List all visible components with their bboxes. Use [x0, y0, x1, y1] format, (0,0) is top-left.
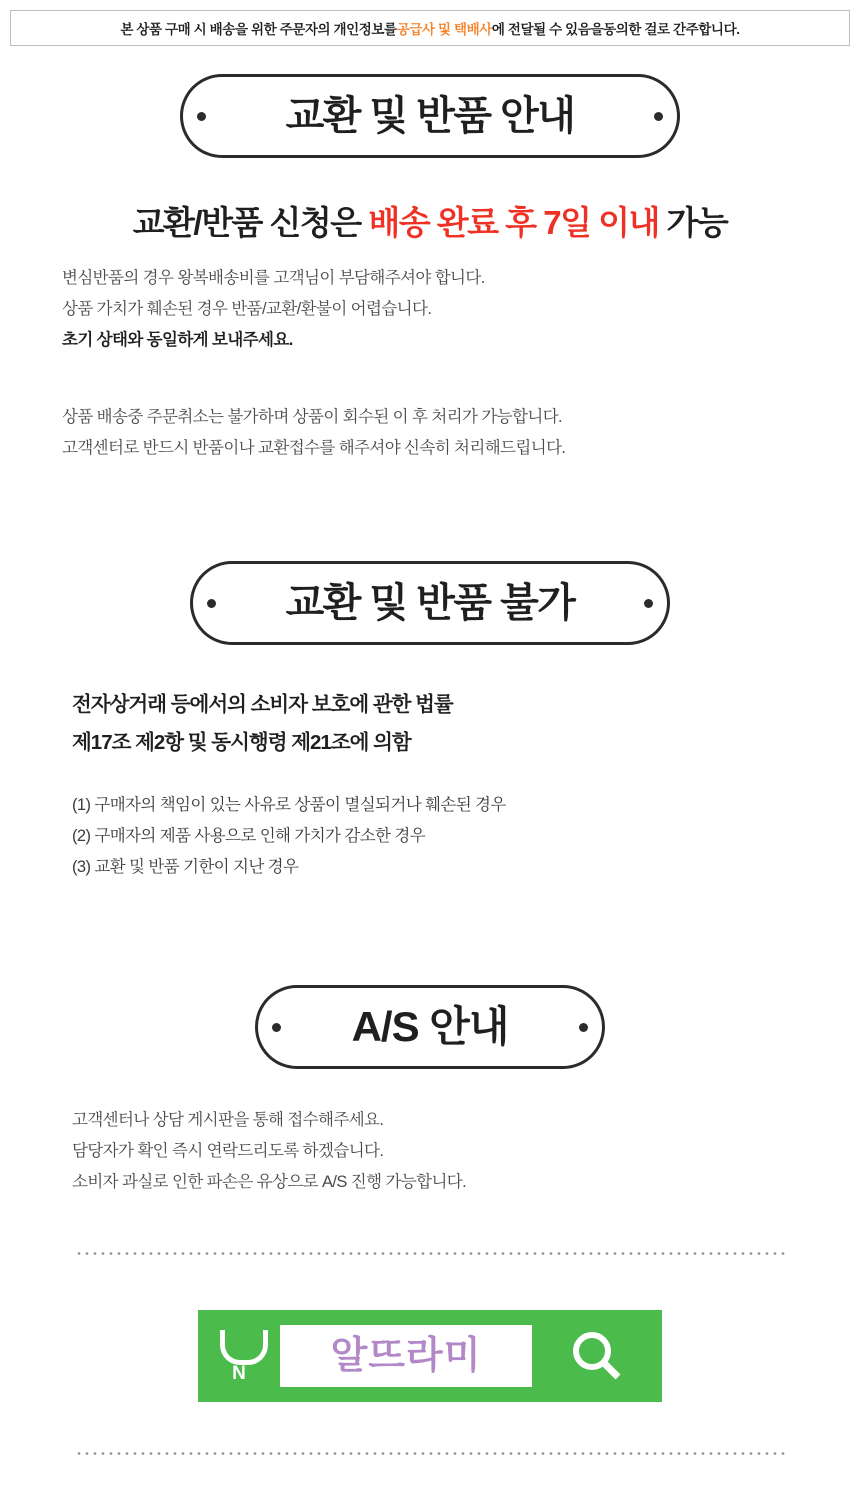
pill-dot-right-icon: [579, 1023, 588, 1032]
pill-dot-right-icon: [654, 112, 663, 121]
as-pill: [255, 985, 605, 1069]
return-policy-line: 상품 배송중 주문취소는 불가하며 상품이 회수된 이 후 처리가 가능합니다.: [62, 408, 563, 426]
return-headline-post: 가능: [658, 204, 728, 241]
as-policy-line: 고객센터나 상담 게시판을 통해 접수해주세요.: [72, 1111, 384, 1129]
privacy-notice-part2: 에 전달될 수 있음을: [491, 22, 604, 37]
as-policy-list: [72, 1105, 466, 1198]
as-section-heading: [0, 985, 860, 1069]
list-item: (3) 교환 및 반품 기한이 지난 경우: [72, 858, 299, 876]
return-headline-accent: 배송 완료 후 7일 이내: [368, 204, 659, 241]
nonexchange-section-heading: [0, 561, 860, 645]
brand-name-box: [280, 1325, 532, 1387]
as-policy-line: 담당자가 확인 즉시 연락드리도록 하겠습니다.: [72, 1142, 384, 1160]
divider-dotted-top: [75, 1252, 785, 1255]
return-policy-line: 고객센터로 반드시 반품이나 교환접수를 해주셔야 신속히 처리해드립니다.: [62, 439, 566, 457]
privacy-notice-tail: 동의한 걸로 간주합니다.: [603, 22, 740, 37]
nonexchange-conditions-list: [72, 790, 506, 883]
brand-banner: [198, 1310, 662, 1402]
nonexchange-pill: [190, 561, 670, 645]
return-headline-pre: 교환/반품 신청은: [132, 204, 369, 241]
list-item: (2) 구매자의 제품 사용으로 인해 가치가 감소한 경우: [72, 827, 426, 845]
privacy-notice-highlight: 공급사 및 택배사: [396, 22, 492, 37]
law-reference-line: 전자상거래 등에서의 소비자 보호에 관한 법률: [72, 693, 453, 716]
return-period-headline: [0, 197, 860, 244]
u-shape-icon: [220, 1330, 268, 1365]
pill-dot-left-icon: [207, 599, 216, 608]
exchange-section-heading: [0, 74, 860, 158]
return-policy-line: 변심반품의 경우 왕복배송비를 고객님이 부담해주셔야 합니다.: [62, 269, 485, 287]
return-policy-line: 상품 가치가 훼손된 경우 반품/교환/환불이 어렵습니다.: [62, 300, 432, 318]
exchange-pill-label: 교환 및 반품 안내: [285, 94, 575, 138]
return-policy-line-emphasis: 초기 상태와 동일하게 보내주세요.: [62, 331, 293, 349]
as-pill-label: A/S 안내: [351, 1003, 509, 1050]
brand-logo-icon: [198, 1310, 280, 1402]
privacy-notice-bar: [10, 10, 850, 46]
brand-name-label: 알뜨라미: [330, 1335, 482, 1377]
law-reference-block: [72, 686, 453, 762]
exchange-pill: [180, 74, 680, 158]
return-policy-list-b: [62, 402, 565, 464]
search-icon: [566, 1325, 628, 1387]
pill-dot-left-icon: [272, 1023, 281, 1032]
privacy-notice-part1: 본 상품 구매 시 배송을 위한 주문자의 개인정보를: [120, 22, 397, 37]
nonexchange-pill-label: 교환 및 반품 불가: [285, 581, 575, 625]
brand-search-button[interactable]: [532, 1325, 662, 1387]
return-policy-list-a: [62, 263, 485, 356]
divider-dotted-bottom: [75, 1452, 785, 1455]
list-item: (1) 구매자의 책임이 있는 사유로 상품이 멸실되거나 훼손된 경우: [72, 796, 506, 814]
pill-dot-left-icon: [197, 112, 206, 121]
law-reference-line: 제17조 제2항 및 동시행령 제21조에 의함: [72, 731, 411, 754]
brand-mark-letter: N: [232, 1363, 246, 1384]
as-policy-line: 소비자 과실로 인한 파손은 유상으로 A/S 진행 가능합니다.: [72, 1173, 467, 1191]
pill-dot-right-icon: [644, 599, 653, 608]
